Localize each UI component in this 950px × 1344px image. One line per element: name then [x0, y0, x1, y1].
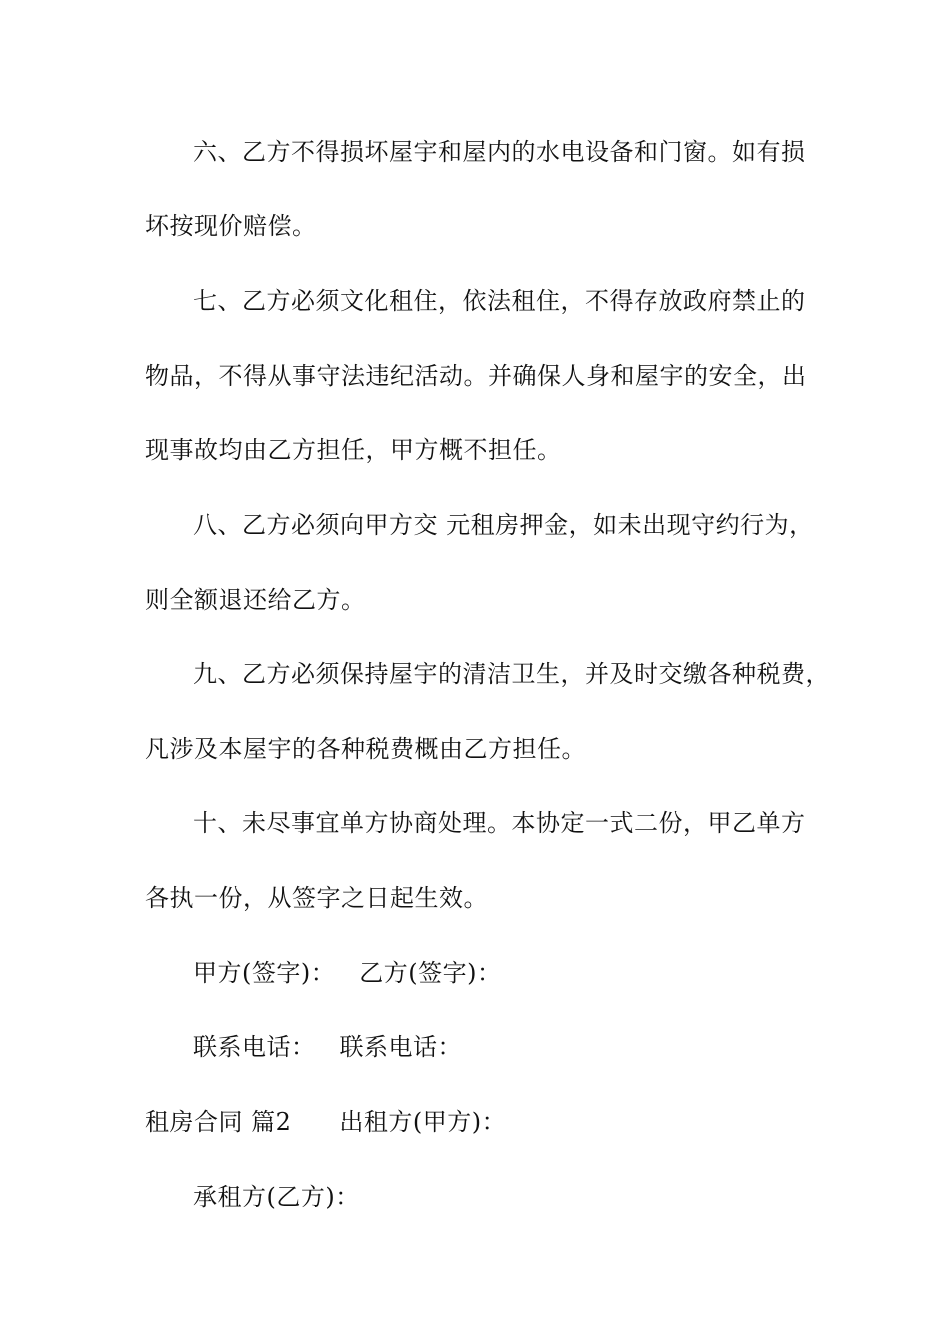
party-b-signature-label: 乙方(签字)： — [359, 959, 502, 987]
party-b-contact-label: 联系电话： — [339, 1033, 462, 1061]
clause-9-line-2: 凡涉及本屋宇的各种税费概由乙方担任。 — [145, 735, 586, 763]
signature-line — [193, 957, 501, 989]
party-a-contact-label: 联系电话： — [193, 1033, 316, 1061]
clause-9-line-1: 九、乙方必须保持屋宇的清洁卫生，并及时交缴各种税费， — [193, 660, 830, 688]
lessee-label: 承租方(乙方)： — [193, 1183, 360, 1211]
contact-line — [193, 1031, 462, 1063]
clause-8-line-1: 八、乙方必须向甲方交 元租房押金，如未出现守约行为， — [193, 511, 814, 539]
section-2-header-line — [145, 1106, 506, 1138]
lessor-label: 出租方(甲方)： — [339, 1108, 507, 1136]
clause-7-line-2: 物品，不得从事守法违纪活动。并确保人身和屋宇的安全，出 — [145, 362, 807, 390]
clause-7-line-3: 现事故均由乙方担任，甲方概不担任。 — [145, 436, 562, 464]
clause-6-line-1: 六、乙方不得损坏屋宇和屋内的水电设备和门窗。如有损 — [193, 138, 806, 166]
clause-6-line-2: 坏按现价赔偿。 — [145, 212, 317, 240]
clause-10-line-2: 各执一份，从签字之日起生效。 — [145, 884, 488, 912]
clause-7-line-1: 七、乙方必须文化租住，依法租住，不得存放政府禁止的 — [193, 287, 806, 315]
clause-8-line-2: 则全额退还给乙方。 — [145, 586, 366, 614]
party-a-signature-label: 甲方(签字)： — [193, 959, 336, 987]
clause-10-line-1: 十、未尽事宜单方协商处理。本协定一式二份，甲乙单方 — [193, 809, 806, 837]
section-2-title: 租房合同 篇2 — [145, 1108, 292, 1136]
